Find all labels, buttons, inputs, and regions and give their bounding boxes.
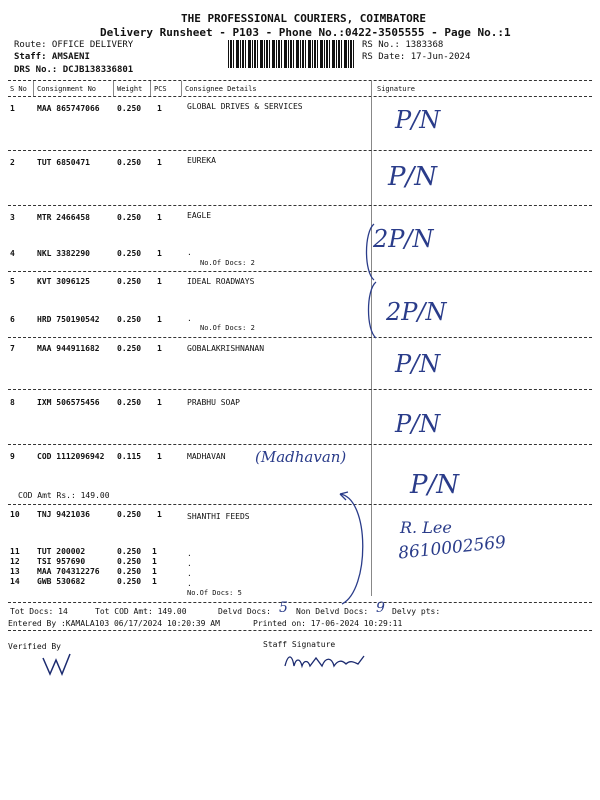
handwritten-initial: R. Lee: [400, 518, 452, 537]
row-weight: 0.115: [117, 452, 142, 461]
row-pcs: 1: [157, 344, 162, 353]
row-weight: 0.250: [117, 158, 142, 167]
row-consignee: .: [187, 248, 192, 257]
handwritten-pn: P/N: [388, 162, 438, 192]
row-pcs: 1: [152, 557, 157, 566]
row-pcs: 1: [157, 452, 162, 461]
row-consignee: IDEAL ROADWAYS: [187, 277, 255, 286]
handwritten-pn: P/N: [395, 410, 441, 438]
row-weight: 0.250: [117, 213, 142, 222]
total-cod: Tot COD Amt: 149.00: [95, 607, 187, 616]
rs-date: RS Date: 17-Jun-2024: [362, 52, 471, 62]
row-consignment: GWB 530682: [37, 577, 86, 586]
drs-number: DRS No.: DCJB138336801: [14, 65, 134, 75]
row-consignment: MAA 865747066: [37, 104, 100, 113]
cod-amount: COD Amt Rs.: 149.00: [18, 491, 110, 500]
row-consignee: SHANTHI FEEDS: [187, 512, 250, 521]
row-consignee: MADHAVAN: [187, 452, 226, 461]
row-weight: 0.250: [117, 249, 142, 258]
row-weight: 0.250: [117, 567, 142, 576]
row-rule: [8, 271, 592, 272]
row-weight: 0.250: [117, 104, 142, 113]
row-pcs: 1: [152, 577, 157, 586]
row-consignment: MTR 2466458: [37, 213, 90, 222]
row-weight: 0.250: [117, 547, 142, 556]
row-consignee: EUREKA: [187, 156, 216, 165]
route-label: Route: OFFICE DELIVERY: [14, 40, 134, 50]
row-consignment: MAA 944911682: [37, 344, 100, 353]
row-consignment: HRD 750190542: [37, 315, 100, 324]
col-consignee: Consignee Details: [185, 85, 257, 93]
row-sno: 13: [10, 567, 20, 576]
rs-number: RS No.: 1383368: [362, 40, 444, 50]
row-consignment: TNJ 9421036: [37, 510, 90, 519]
col-divider: [181, 81, 182, 96]
row-consignment: IXM 506575456: [37, 398, 100, 407]
row-consignment: MAA 704312276: [37, 567, 100, 576]
bracket-arrow-mark: [330, 490, 380, 608]
row-consignee: .: [187, 549, 192, 558]
delivery-points-label: Delvy pts:: [392, 607, 441, 616]
staff-signature-label: Staff Signature: [263, 640, 336, 649]
row-consignment: TUT 200002: [37, 547, 86, 556]
header-top-rule: [8, 80, 592, 81]
row-weight: 0.250: [117, 277, 142, 286]
row-sno: 14: [10, 577, 20, 586]
row-sno: 7: [10, 344, 15, 353]
row-sno: 5: [10, 277, 15, 286]
row-pcs: 1: [157, 398, 162, 407]
row-weight: 0.250: [117, 315, 142, 324]
row-consignment: TUT 6850471: [37, 158, 90, 167]
row-rule: [8, 205, 592, 206]
row-consignee: EAGLE: [187, 211, 212, 220]
col-divider: [150, 81, 151, 96]
row-consignee: GOBALAKRISHNANAN: [187, 344, 265, 353]
row-sno: 2: [10, 158, 15, 167]
barcode: [228, 40, 356, 68]
header-bottom-rule: [8, 96, 592, 97]
handwritten-pn: P/N: [395, 106, 441, 134]
row-consignment: NKL 3382290: [37, 249, 90, 258]
bracket-mark: [362, 222, 376, 282]
col-pcs: PCS: [154, 85, 167, 93]
row-pcs: 1: [157, 315, 162, 324]
col-sno: S No: [10, 85, 27, 93]
row-consignee: .: [187, 579, 192, 588]
row-pcs: 1: [157, 249, 162, 258]
total-docs: Tot Docs: 14: [10, 607, 68, 616]
entered-by: Entered By :KAMALA103 06/17/2024 10:20:39 AM: [8, 619, 220, 628]
row-sno: 6: [10, 315, 15, 324]
handwritten-2pn: 2P/N: [373, 225, 434, 253]
handwritten-madhavan: (Madhavan): [255, 448, 347, 466]
col-consignment: Consignment No: [37, 85, 97, 93]
col-divider: [33, 81, 34, 96]
delivered-docs-count: 5: [279, 600, 288, 616]
row-consignee: GLOBAL DRIVES & SERVICES: [187, 102, 303, 111]
row-consignment: TSI 957690: [37, 557, 86, 566]
handwritten-pn: P/N: [410, 470, 460, 500]
handwritten-2pn: 2P/N: [386, 298, 447, 326]
staff-label: Staff: AMSAENI: [14, 52, 90, 62]
row-weight: 0.250: [117, 510, 142, 519]
row-docs: No.Of Docs: 2: [200, 324, 255, 332]
company-name: THE PROFESSIONAL COURIERS, COIMBATORE: [181, 12, 427, 25]
non-delivered-docs-count: 9: [376, 600, 385, 616]
handwritten-pn: P/N: [395, 350, 441, 378]
row-consignment: COD 1112096942: [37, 452, 105, 461]
row-pcs: 1: [157, 213, 162, 222]
row-docs: No.Of Docs: 5: [187, 589, 242, 597]
row-rule: [8, 504, 592, 505]
table-bottom-rule: [8, 602, 592, 603]
printed-on: Printed on: 17-06-2024 10:29:11: [253, 619, 403, 628]
row-sno: 3: [10, 213, 15, 222]
row-rule: [8, 444, 592, 445]
verifier-signature: [40, 650, 80, 678]
row-sno: 11: [10, 547, 20, 556]
row-consignee: .: [187, 559, 192, 568]
row-sno: 10: [10, 510, 20, 519]
row-consignee: .: [187, 314, 192, 323]
bracket-mark: [364, 280, 378, 340]
row-pcs: 1: [157, 158, 162, 167]
col-signature: Signature: [377, 85, 415, 93]
handwritten-phone: 8610002569: [397, 532, 507, 564]
row-pcs: 1: [152, 567, 157, 576]
row-consignee: .: [187, 569, 192, 578]
runsheet-subtitle: Delivery Runsheet - P103 - Phone No.:0422-3505555 - Page No.:1: [100, 26, 511, 39]
row-pcs: 1: [157, 104, 162, 113]
row-sno: 8: [10, 398, 15, 407]
row-weight: 0.250: [117, 398, 142, 407]
row-weight: 0.250: [117, 557, 142, 566]
row-weight: 0.250: [117, 344, 142, 353]
row-weight: 0.250: [117, 577, 142, 586]
row-pcs: 1: [152, 547, 157, 556]
col-divider: [113, 81, 114, 96]
verified-by-label: Verified By: [8, 642, 61, 651]
row-rule: [8, 337, 592, 338]
row-consignee: PRABHU SOAP: [187, 398, 240, 407]
row-rule: [8, 389, 592, 390]
staff-signature: [282, 648, 372, 672]
row-sno: 12: [10, 557, 20, 566]
row-sno: 9: [10, 452, 15, 461]
row-pcs: 1: [157, 277, 162, 286]
col-weight: Weight: [117, 85, 143, 93]
delivered-docs-label: Delvd Docs:: [218, 607, 271, 616]
non-delivered-docs-label: Non Delvd Docs:: [296, 607, 369, 616]
row-pcs: 1: [157, 510, 162, 519]
row-rule: [8, 150, 592, 151]
footer-rule: [8, 630, 592, 631]
row-sno: 1: [10, 104, 15, 113]
row-consignment: KVT 3096125: [37, 277, 90, 286]
row-sno: 4: [10, 249, 15, 258]
row-docs: No.Of Docs: 2: [200, 259, 255, 267]
